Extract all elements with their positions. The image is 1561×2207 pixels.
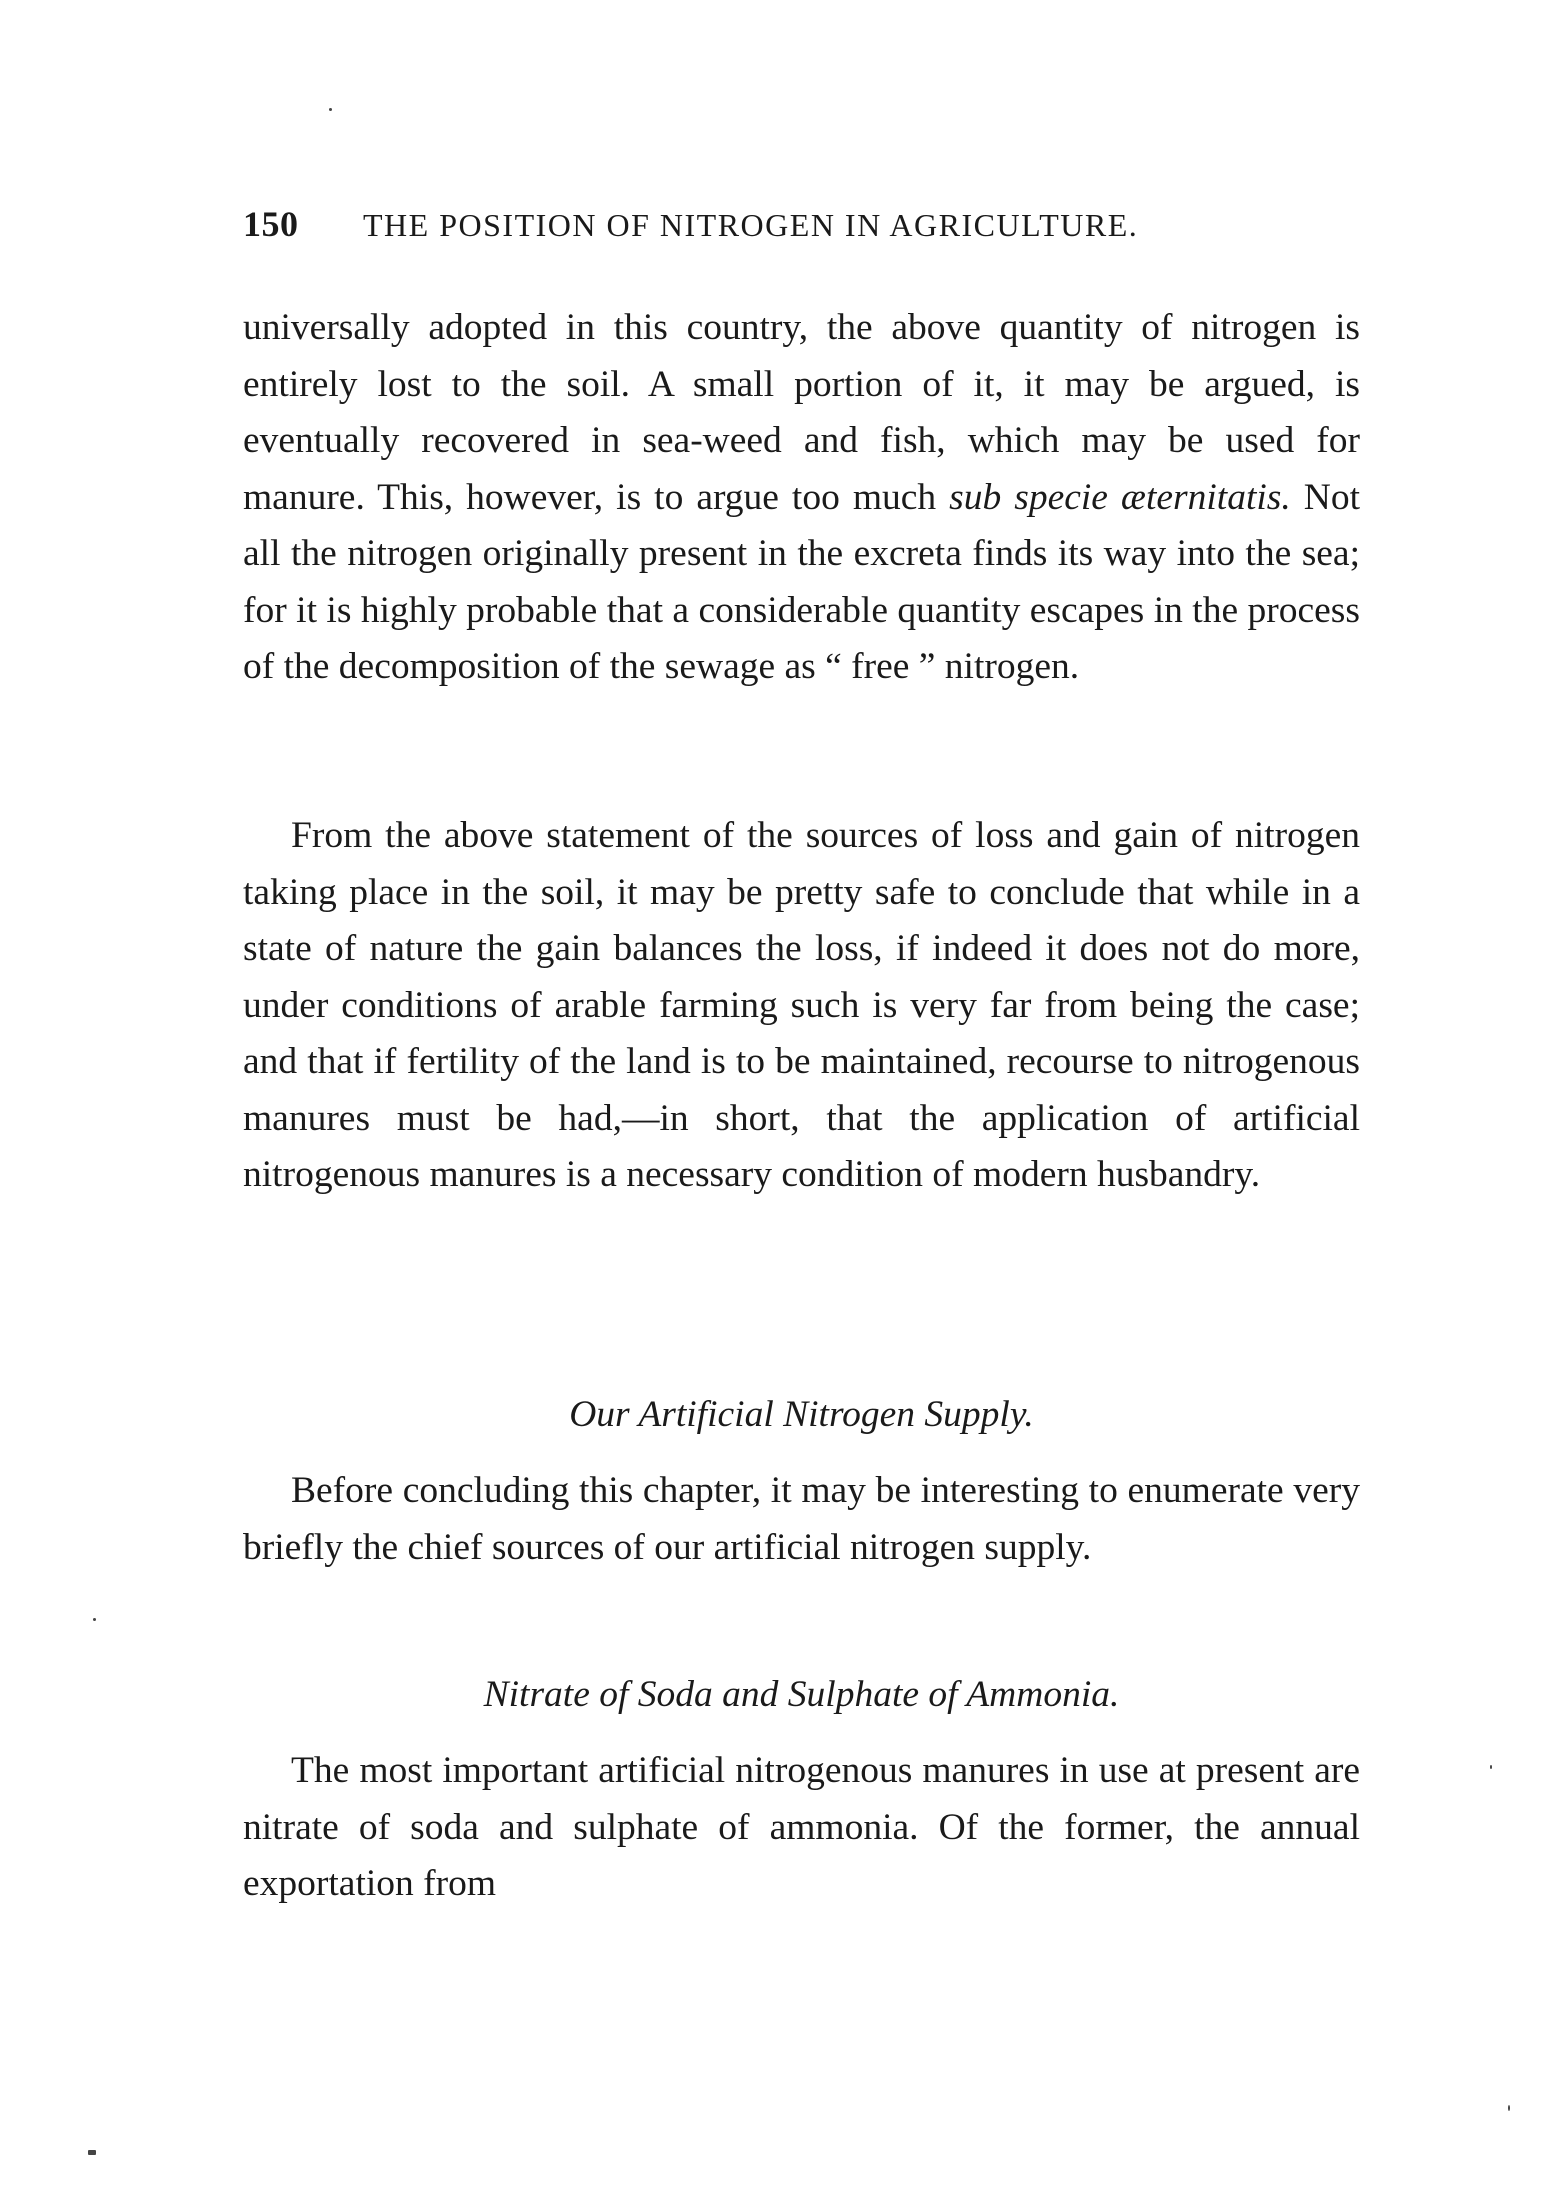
page-number: 150 [243, 204, 299, 244]
scan-speck [93, 1618, 96, 1621]
section-heading-nitrate-sulphate: Nitrate of Soda and Sulphate of Ammonia. [483, 1674, 1120, 1715]
paragraph-2-text: From the above statement of the sources of loss and gain of nitrogen taking place in the soil, it may be pretty safe to conclude that while in a state of nature the gain balances the loss, if indeed it does not do more, under conditions of arable farming such is very far from being the case; and that if fertility of the land is to be maintained, recourse to nitrogenous manures must be had,—in short, that the application of artificial nitrogenous manures is a necessary condition of modern husbandry. [243, 815, 1360, 1195]
paragraph-4 [243, 1743, 1360, 1913]
latin-phrase: sub specie æternitatis. [949, 476, 1291, 518]
paragraph-3 [243, 1463, 1360, 1576]
paragraph-1-text-b: Not all the nitrogen originally present in the excreta finds its way into the sea; for it is highly probable that a considerable quantity escapes in the process of the decomposition of the sewage as “ free ” nitrogen. [243, 476, 1360, 687]
paragraph-1 [243, 300, 1360, 696]
scan-speck [329, 108, 332, 111]
scan-speck [1508, 2105, 1510, 2111]
running-title: THE POSITION OF NITROGEN IN AGRICULTURE. [363, 207, 1139, 243]
scan-speck [88, 2150, 96, 2155]
running-head [243, 203, 1358, 251]
paragraph-2 [243, 808, 1360, 1204]
paragraph-1-text-a: universally adopted in this country, the above quantity of nitrogen is entirely lost to the soil. A small portion of it, it may be argued, is eventually recovered in sea-weed and fish, which may be used for manure. This, however, is to argue too much [243, 307, 1360, 518]
paragraph-3-text: Before concluding this chapter, it may be interesting to enumerate very briefly the chief sources of our artificial nitrogen supply. [243, 1470, 1360, 1568]
section-heading-artificial-nitrogen-supply: Our Artificial Nitrogen Supply. [569, 1394, 1034, 1435]
paragraph-4-text: The most important artificial nitrogenous manures in use at present are nitrate of soda and sulphate of ammonia. Of the former, the annual exportation from [243, 1750, 1360, 1904]
scan-speck [1490, 1765, 1492, 1769]
